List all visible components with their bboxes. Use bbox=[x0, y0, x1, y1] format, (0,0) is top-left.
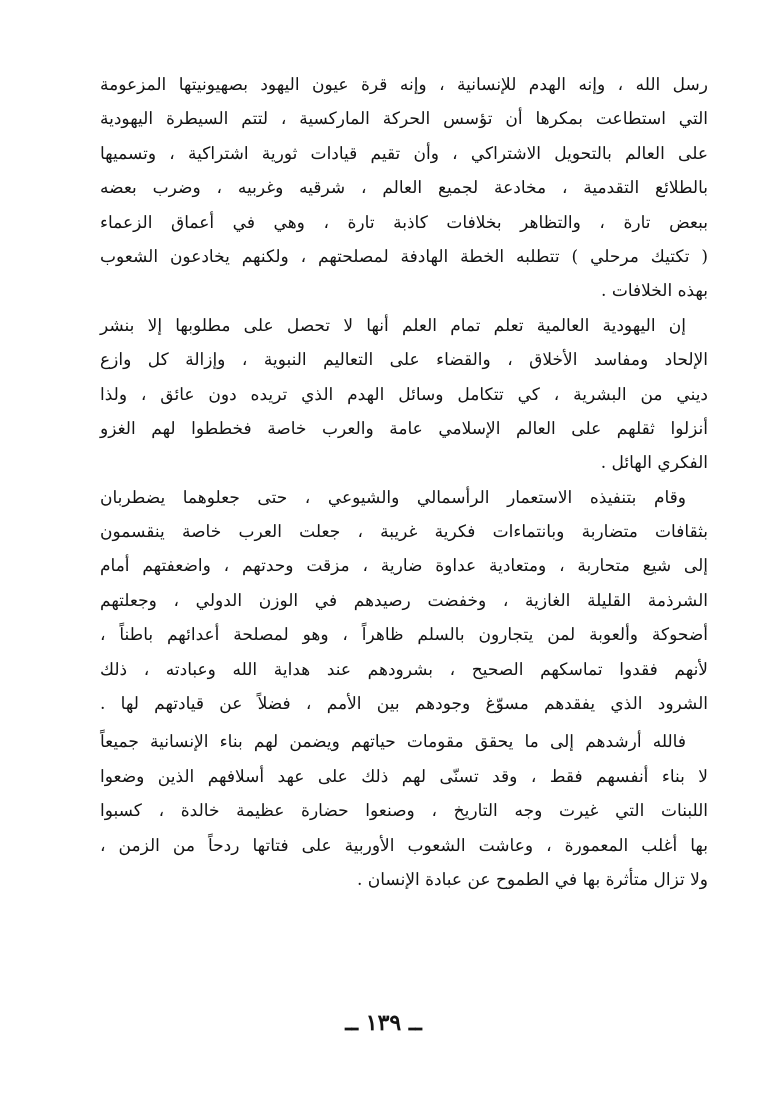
page-body bbox=[100, 68, 708, 897]
paragraph-3 bbox=[100, 481, 708, 722]
text-line: الشرود الذي يفقدهم مسوّغ وجودهم بين الأمم ، فضلاً عن قيادتهم لها . bbox=[100, 694, 708, 715]
text-line: أنزلوا ثقلهم على العالم الإسلامي عامة والعرب خاصة فخططوا لهم الغزو bbox=[100, 418, 708, 439]
text-line: الإلحاد ومفاسد الأخلاق ، والقضاء على التعاليم النبوية ، وإزالة كل وازع bbox=[100, 350, 708, 371]
text-line: بهذه الخلافات . bbox=[601, 281, 708, 302]
text-line: بها أغلب المعمورة ، وعاشت الشعوب الأوربية على فتاتها ردحاً من الزمن ، bbox=[100, 835, 708, 856]
text-line: بثقافات متضاربة وبانتماءات فكرية غريبة ، جعلت العرب خاصة ينقسمون bbox=[100, 522, 708, 543]
text-line: الشرذمة القليلة الغازية ، وخفضت رصيدهم في الوزن الدولي ، وجعلتهم bbox=[100, 590, 708, 611]
text-line: إلى شيع متحاربة ، ومتعادية عداوة ضارية ، مزقت وحدتهم ، واضعفتهم أمام bbox=[100, 556, 708, 577]
text-line: إن اليهودية العالمية تعلم تمام العلم أنها لا تحصل على مطلوبها إلا بنشر bbox=[100, 315, 686, 336]
text-line: ( تكتيك مرحلي ) تتطلبه الخطة الهادفة لمصلحتهم ، ولكنهم يخادعون الشعوب bbox=[100, 246, 708, 267]
text-line: فالله أرشدهم إلى ما يحقق مقومات حياتهم ويضمن لهم بناء الإنسانية جميعاً bbox=[100, 732, 686, 753]
text-line: لا بناء أنفسهم فقط ، وقد تسنّى لهم ذلك على عهد أسلافهم الذين وضعوا bbox=[100, 766, 708, 787]
text-line: التي استطاعت بمكرها أن تؤسس الحركة الماركسية ، لتتم السيطرة اليهودية bbox=[100, 109, 708, 130]
text-line: الفكري الهائل . bbox=[600, 453, 708, 474]
text-line: ولا تزال متأثرة بها في الطموح عن عبادة الإنسان . bbox=[356, 869, 708, 890]
text-line: اللبنات التي غيرت وجه التاريخ ، وصنعوا حضارة عظيمة خالدة ، كسبوا bbox=[100, 801, 708, 822]
text-line: وقام بتنفيذه الاستعمار الرأسمالي والشيوعي ، حتى جعلوهما يضطربان bbox=[100, 487, 686, 508]
text-line: ديني من البشرية ، كي تتكامل وسائل الهدم الذي تريده دون عائق ، ولذا bbox=[100, 384, 708, 405]
text-line: أضحوكة وألعوبة لمن يتجارون بالسلم ظاهراً ، وهو لمصلحة أعدائهم باطناً ، bbox=[100, 625, 708, 646]
text-line: لأنهم فقدوا تماسكهم الصحيح ، بشرودهم عند هداية الله وعبادته ، ذلك bbox=[100, 659, 708, 680]
page-number: ــ ١٣٩ ــ bbox=[345, 1010, 422, 1036]
text-line: بالطلائع التقدمية ، مخادعة لجميع العالم ، شرقيه وغربيه ، وضرب بعضه bbox=[100, 178, 708, 199]
paragraph-1 bbox=[100, 68, 708, 309]
paragraph-2 bbox=[100, 309, 708, 481]
text-line: ببعض تارة ، والتظاهر بخلافات كاذبة تارة ، وهي في أعماق الزعماء bbox=[100, 212, 708, 233]
paragraph-4 bbox=[100, 725, 708, 897]
text-line: على العالم بالتحويل الاشتراكي ، وأن تقيم قيادات ثورية اشتراكية ، وتسميها bbox=[100, 143, 708, 164]
text-line: رسل الله ، وإنه الهدم للإنسانية ، وإنه قرة عيون اليهود بصهيونيتها المزعومة bbox=[100, 75, 708, 95]
